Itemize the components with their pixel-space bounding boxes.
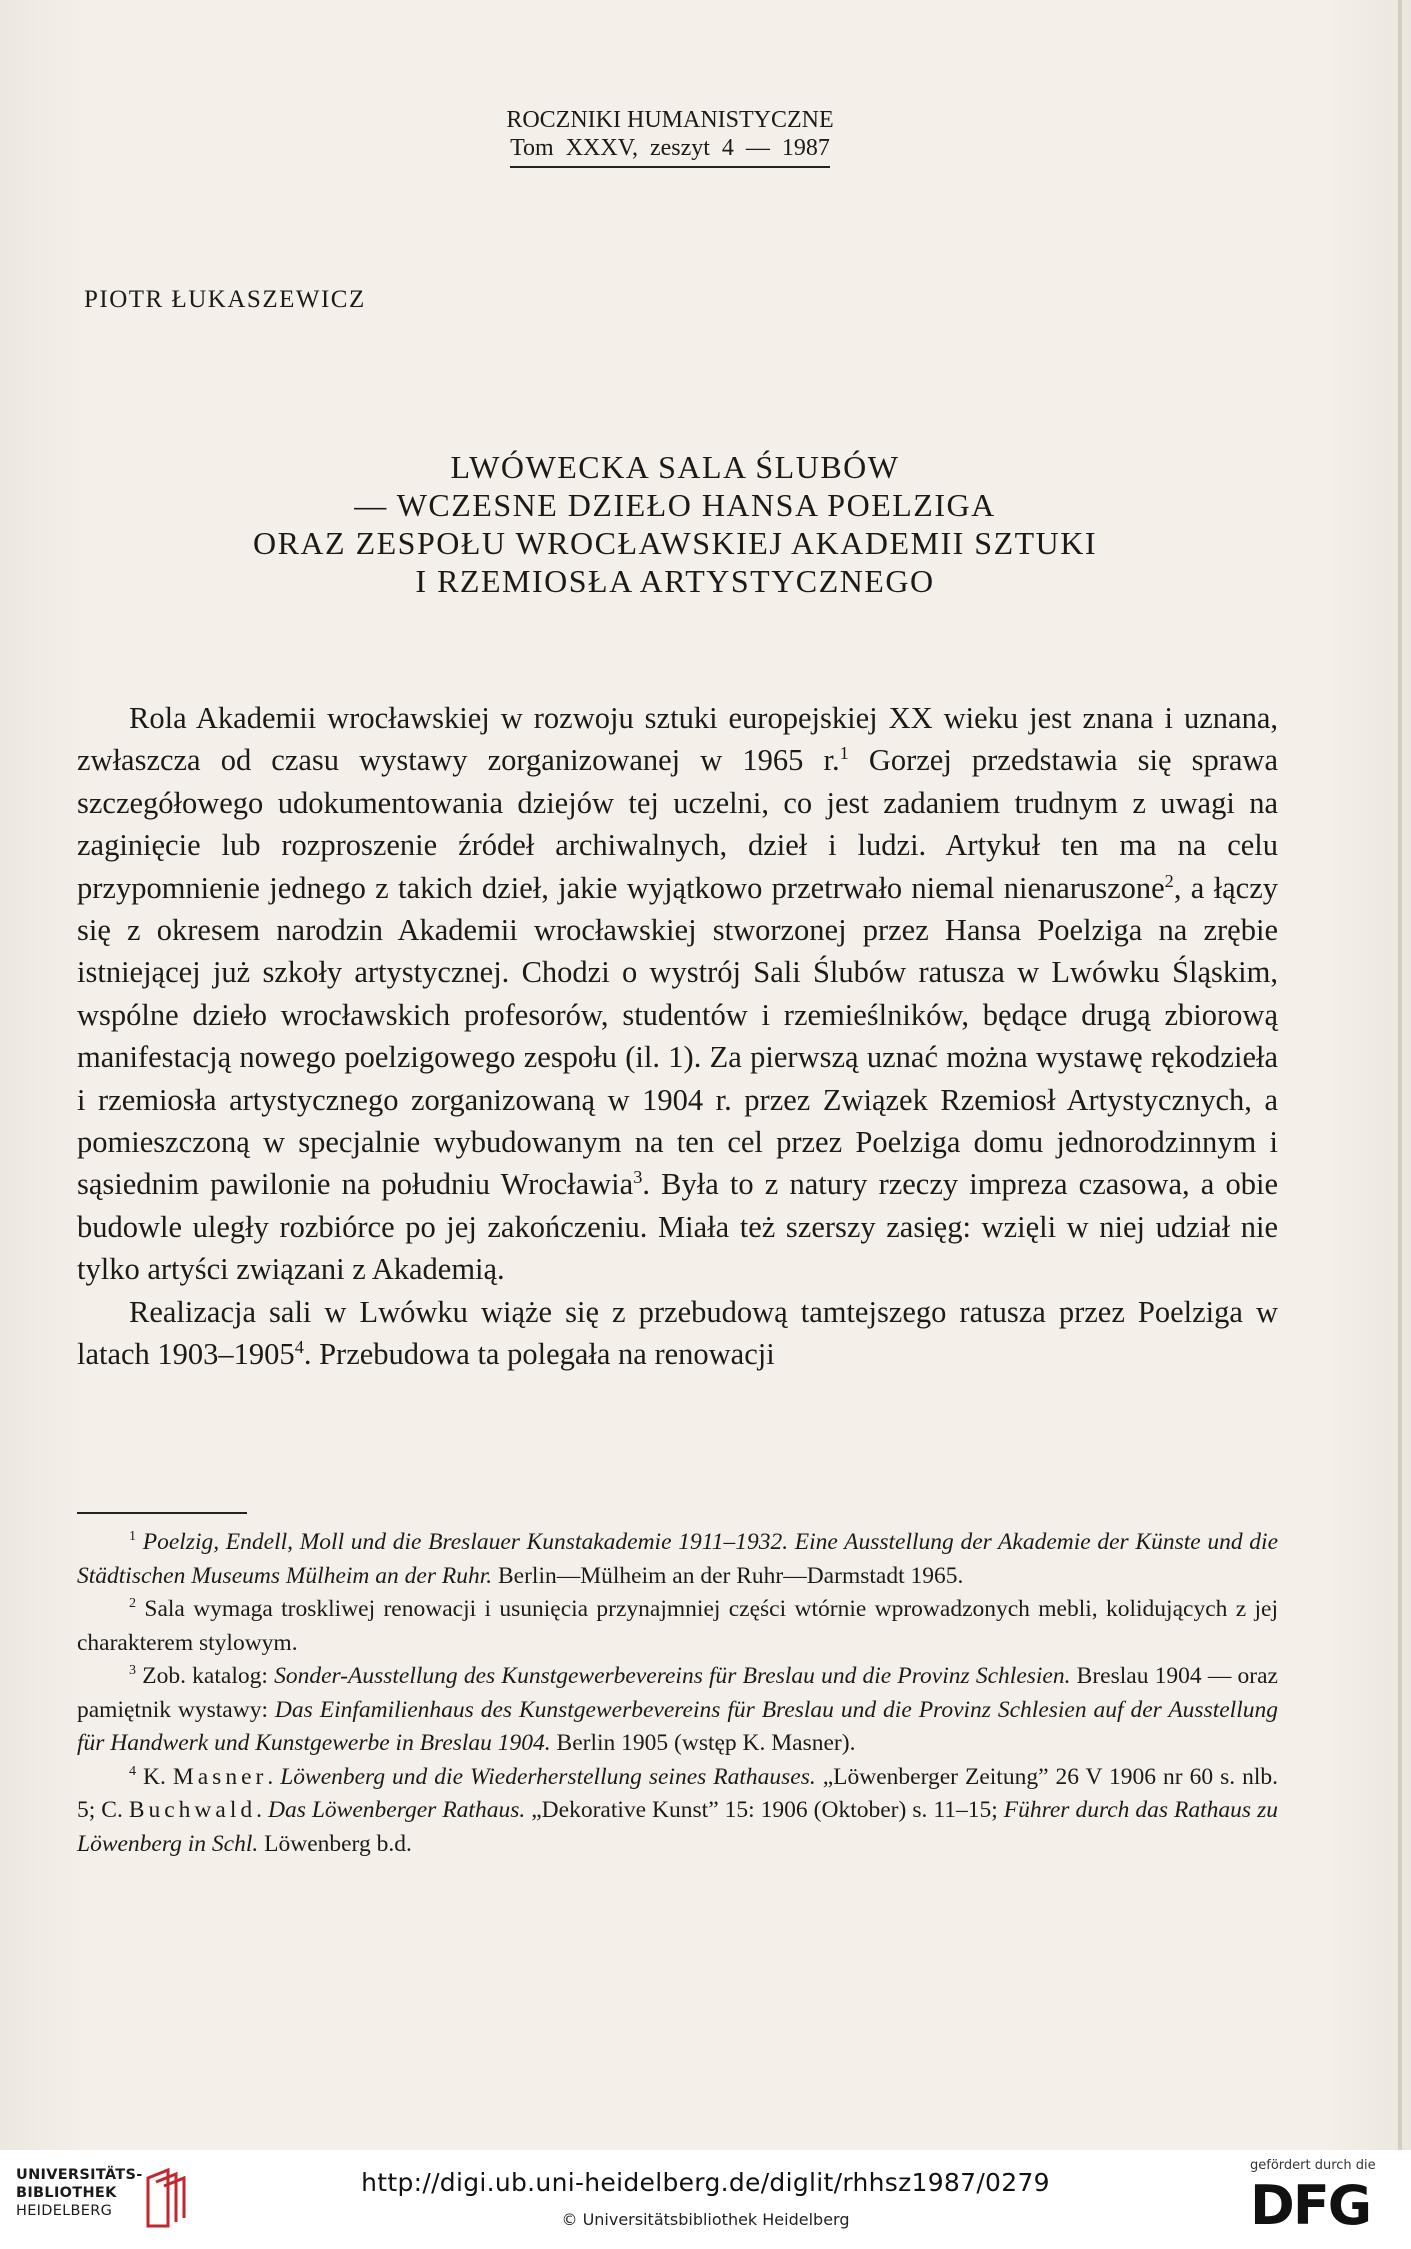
journal-volume: Tom XXXV, zeszyt 4 — 1987 bbox=[510, 134, 830, 168]
footnote-author: Buchwald bbox=[128, 1797, 257, 1823]
text-run: Rola Akademii wrocławskiej w rozwoju sztuki europejskiej XX wieku jest znana i uznana, zwłaszcza od czasu wystawy zorganizowanej w 1965 r. bbox=[77, 701, 1278, 778]
footnote-separator bbox=[77, 1512, 247, 1514]
library-name-line: BIBLIOTHEK bbox=[16, 2185, 117, 2201]
title-line: ORAZ ZESPOŁU WROCŁAWSKIEJ AKADEMII SZTUKI bbox=[252, 525, 1098, 561]
page-edge-shadow bbox=[1398, 0, 1402, 2150]
footnote-citation-title: Führer durch das Rathaus zu Löwenberg in Schl. bbox=[77, 1797, 1278, 1857]
text-run: Gorzej przedstawia się sprawa szczegółowego udokumentowania dziejów tej uczelni, co jest zadaniem trudnym z uwagi na zaginięcie lub rozproszenie źródeł archiwalnych, dzieł i ludzi. Artykuł ten ma na celu przypomnienie jednego z takich dzieł, jakie wyjątkowo przetrwało niemal nienaruszone bbox=[77, 743, 1278, 905]
text-run: Berlin 1905 (wstęp K. Masner). bbox=[550, 1730, 856, 1756]
text-run: , a łączy się z okresem narodzin Akademii wrocławskiej stworzonej przez Hansa Poelziga na zrębie istniejącej już szkoły artystycznej. Chodzi o wystrój Sali Ślubów ratusza w Lwówku Śląskim, wspólne dzieło wrocławskich profesorów, studentów i rzemieślników, będące drugą zbiorową manifestacją nowego poelzigowego zespołu (il. 1). Za pierwszą uznać można wystawę rękodzieła i rzemiosła artystycznego zorganizowaną w 1904 r. przez Związek Rzemiosł Artystycznych, a pomieszczoną w specjalnie wybudowanym na ten cel przez Poelziga domu jednorodzinnym i sąsiednim pawilonie na południu Wrocławia bbox=[77, 870, 1279, 1202]
footnote-ref: 3 bbox=[633, 1167, 643, 1188]
text-run: Löwenberg b.d. bbox=[258, 1830, 412, 1857]
text-run: „Löwenberger Zeitung” 26 V 1906 nr 60 s. nlb. 5; C. bbox=[77, 1763, 1278, 1823]
text-run: „Dekorative Kunst” 15: 1906 (Oktober) s. 11–15; bbox=[525, 1797, 1004, 1823]
text-run: Sala wymaga troskliwej renowacji i usunięcia przynajmniej części wtórnie wprowadzonych mebli, kolidujących z jej charakterem stylowym. bbox=[77, 1596, 1278, 1656]
footnote-number: 2 bbox=[129, 1595, 137, 1612]
footnote-citation-title: Sonder-Ausstellung des Kunstgewerbevereins für Breslau und die Provinz Schlesien. bbox=[274, 1663, 1071, 1689]
text-run: . bbox=[267, 1763, 281, 1790]
footnote-author: Masner bbox=[172, 1763, 268, 1790]
library-name-line: UNIVERSITÄTS- bbox=[16, 2167, 143, 2183]
footnote-2 bbox=[77, 1593, 1278, 1660]
title-line: I RZEMIOSŁA ARTYSTYCZNEGO bbox=[415, 563, 935, 599]
text-run: K. bbox=[143, 1763, 173, 1790]
footnote-number: 3 bbox=[129, 1662, 137, 1679]
footnote-citation-title: Poelzig, Endell, Moll und die Breslauer Kunstakademie 1911–1932. Eine Ausstellung der Akademie der Künste und die Städtischen Museums Mülheim an der Ruhr. bbox=[77, 1529, 1279, 1589]
text-run: Zob. katalog: bbox=[142, 1663, 275, 1689]
text-run: Realizacja sali w Lwówku wiąże się z przebudową tamtejszego ratusza przez Poelziga w latach 1903–1905 bbox=[77, 1294, 1278, 1372]
body-paragraph bbox=[77, 697, 1278, 1291]
footnote-3 bbox=[77, 1660, 1278, 1761]
text-run: . Była to z natury rzeczy impreza czasowa, a obie budowle uległy rozbiórce po jej zakończeniu. Miała też szerszy zasięg: wzięli w niej udział nie tylko artyści związani z Akademią. bbox=[77, 1167, 1278, 1287]
journal-name: ROCZNIKI HUMANISTYCZNE bbox=[506, 107, 834, 133]
viewer-footer bbox=[0, 2150, 1411, 2249]
permalink[interactable]: http://digi.ub.uni-heidelberg.de/diglit/rhhsz1987/0279 bbox=[361, 2168, 1050, 2197]
footnote-citation-title: Löwenberg und die Wiederherstellung seines Rathauses. bbox=[280, 1763, 816, 1790]
funder-name: DFG bbox=[1250, 2174, 1371, 2237]
footnote-4 bbox=[77, 1761, 1278, 1862]
article-author: PIOTR ŁUKASZEWICZ bbox=[84, 286, 366, 313]
copyright-notice: © Universitätsbibliothek Heidelberg bbox=[561, 2210, 850, 2229]
title-line: — WCZESNE DZIEŁO HANSA POELZIGA bbox=[354, 487, 996, 523]
footnote-citation-title: Das Einfamilienhaus des Kunstgewerbevereins für Breslau und die Provinz Schlesien auf der Ausstellung für Handwerk und Kunstgewerbe in Breslau 1904. bbox=[77, 1696, 1278, 1756]
text-run: . Przebudowa ta polegała na renowacji bbox=[303, 1337, 775, 1372]
funder-note: gefördert durch die bbox=[1250, 2158, 1376, 2173]
footnote-ref: 4 bbox=[294, 1336, 304, 1357]
text-run: Berlin—Mülheim an der Ruhr—Darmstadt 1965. bbox=[492, 1562, 964, 1589]
footnote-1 bbox=[77, 1526, 1278, 1593]
body-paragraph bbox=[77, 1291, 1278, 1376]
text-run: Breslau 1904 — oraz pamiętnik wystawy: bbox=[77, 1663, 1278, 1723]
library-name-line: HEIDELBERG bbox=[16, 2203, 113, 2219]
footnotes bbox=[77, 1526, 1278, 1861]
text-run: . bbox=[256, 1797, 268, 1823]
article-title bbox=[90, 448, 1260, 600]
footnote-number: 1 bbox=[129, 1528, 137, 1545]
footnote-citation-title: Das Löwenberger Rathaus. bbox=[268, 1797, 526, 1823]
footnote-ref: 1 bbox=[839, 743, 849, 764]
footnote-ref: 2 bbox=[1164, 870, 1174, 891]
article-body bbox=[77, 697, 1278, 1376]
footnote-number: 4 bbox=[129, 1762, 137, 1779]
journal-header bbox=[470, 106, 870, 168]
title-line: LWÓWECKA SALA ŚLUBÓW bbox=[450, 449, 900, 485]
dfg-logo[interactable] bbox=[1250, 2158, 1400, 2242]
